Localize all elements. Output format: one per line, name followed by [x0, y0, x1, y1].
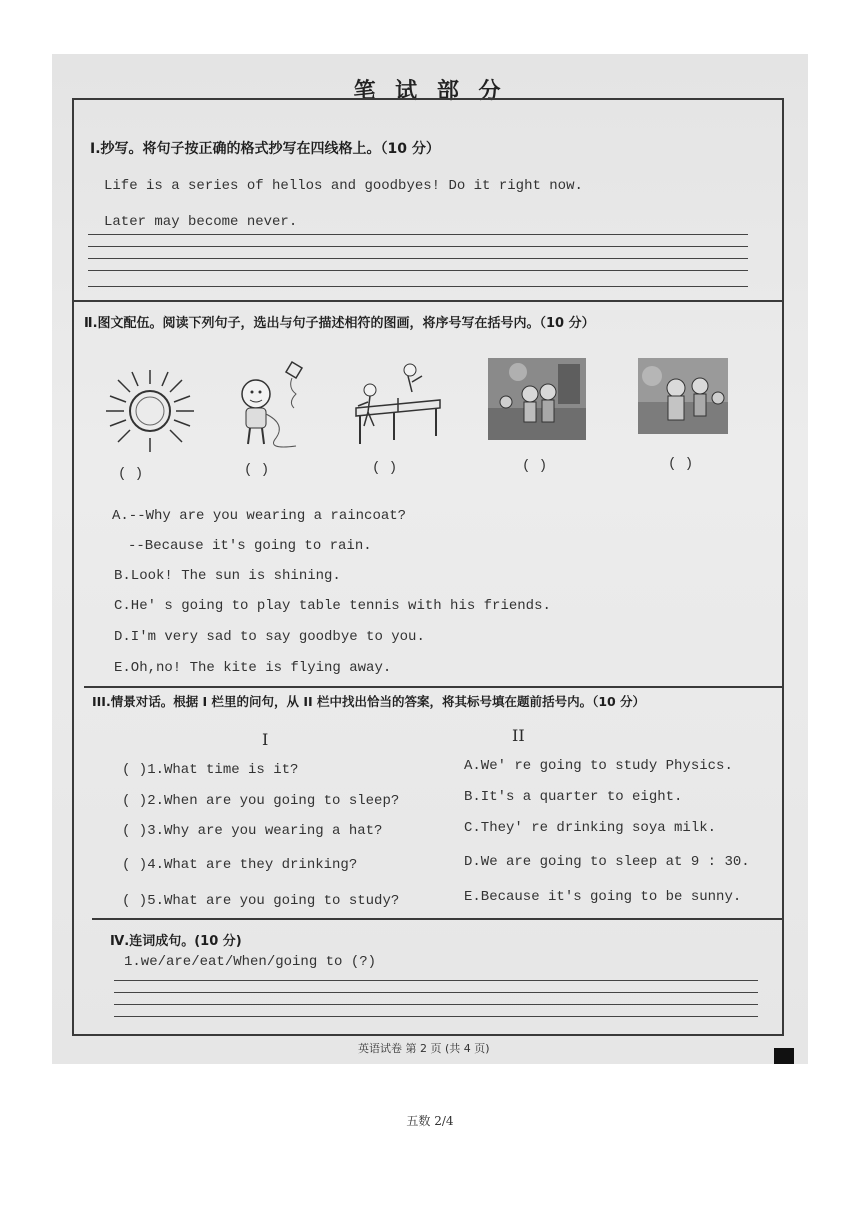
- copy-sentence-1: Life is a series of hellos and goodbyes! Do it right now.: [104, 178, 583, 194]
- option-a-question: A.--Why are you wearing a raincoat?: [112, 508, 407, 524]
- section3-heading: III.情景对话。根据 I 栏里的问句，从 II 栏中找出恰当的答案，将其标号填在题前括号内。（10 分）: [92, 694, 646, 709]
- sun-icon: [100, 366, 200, 456]
- divider-2: [84, 686, 784, 688]
- question-4[interactable]: ( )4.What are they drinking?: [122, 857, 358, 873]
- page-footer: 英语试卷 第 2 页 (共 4 页): [358, 1042, 490, 1055]
- scanned-exam-page: [52, 54, 808, 1064]
- copy-sentence-2: Later may become never.: [104, 214, 298, 230]
- question-3[interactable]: ( )3.Why are you wearing a hat?: [122, 823, 383, 839]
- answer-c: C.They' re drinking soya milk.: [464, 820, 717, 836]
- table-tennis-icon: [348, 360, 448, 448]
- option-d: D.I'm very sad to say goodbye to you.: [114, 629, 425, 645]
- column-i-header: I: [262, 730, 269, 749]
- section2-heading: Ⅱ.图文配伍。阅读下列句子，选出与句子描述相符的图画，将序号写在括号内。（10 分）: [84, 316, 595, 331]
- pic2-answer-bracket[interactable]: ( ): [244, 462, 270, 478]
- question-5[interactable]: ( )5.What are you going to study?: [122, 893, 400, 909]
- section4-item-1: 1.we/are/eat/When/going to (?): [124, 954, 377, 970]
- pic4-answer-bracket[interactable]: ( ): [522, 458, 548, 474]
- divider-1: [72, 300, 784, 302]
- kite-boy-icon: [230, 358, 310, 450]
- column-ii-header: II: [512, 726, 525, 745]
- section1-heading: Ⅰ.抄写。将句子按正确的格式抄写在四线格上。（10 分）: [90, 141, 440, 157]
- question-1[interactable]: ( )1.What time is it?: [122, 762, 299, 778]
- divider-3: [92, 918, 784, 920]
- page-title: 笔 试 部 分: [353, 79, 507, 104]
- answer-a: A.We' re going to study Physics.: [464, 758, 733, 774]
- pic3-answer-bracket[interactable]: ( ): [372, 460, 398, 476]
- option-b: B.Look! The sun is shining.: [114, 568, 341, 584]
- registration-mark: [774, 1048, 794, 1064]
- rain-scene-icon: [638, 358, 728, 434]
- goodbye-scene-icon: [488, 358, 586, 440]
- option-c: C.He' s going to play table tennis with his friends.: [114, 598, 551, 614]
- section4-heading: Ⅳ.连词成句。(10 分): [110, 934, 242, 949]
- answer-e: E.Because it's going to be sunny.: [464, 889, 742, 905]
- question-2[interactable]: ( )2.When are you going to sleep?: [122, 793, 400, 809]
- pic5-answer-bracket[interactable]: ( ): [668, 456, 694, 472]
- page-number: 五数 2/4: [406, 1114, 454, 1128]
- option-a-answer: --Because it's going to rain.: [128, 538, 372, 554]
- option-e: E.Oh,no! The kite is flying away.: [114, 660, 392, 676]
- pic1-answer-bracket[interactable]: ( ): [118, 466, 144, 482]
- answer-b: B.It's a quarter to eight.: [464, 789, 683, 805]
- answer-d: D.We are going to sleep at 9 : 30.: [464, 854, 750, 870]
